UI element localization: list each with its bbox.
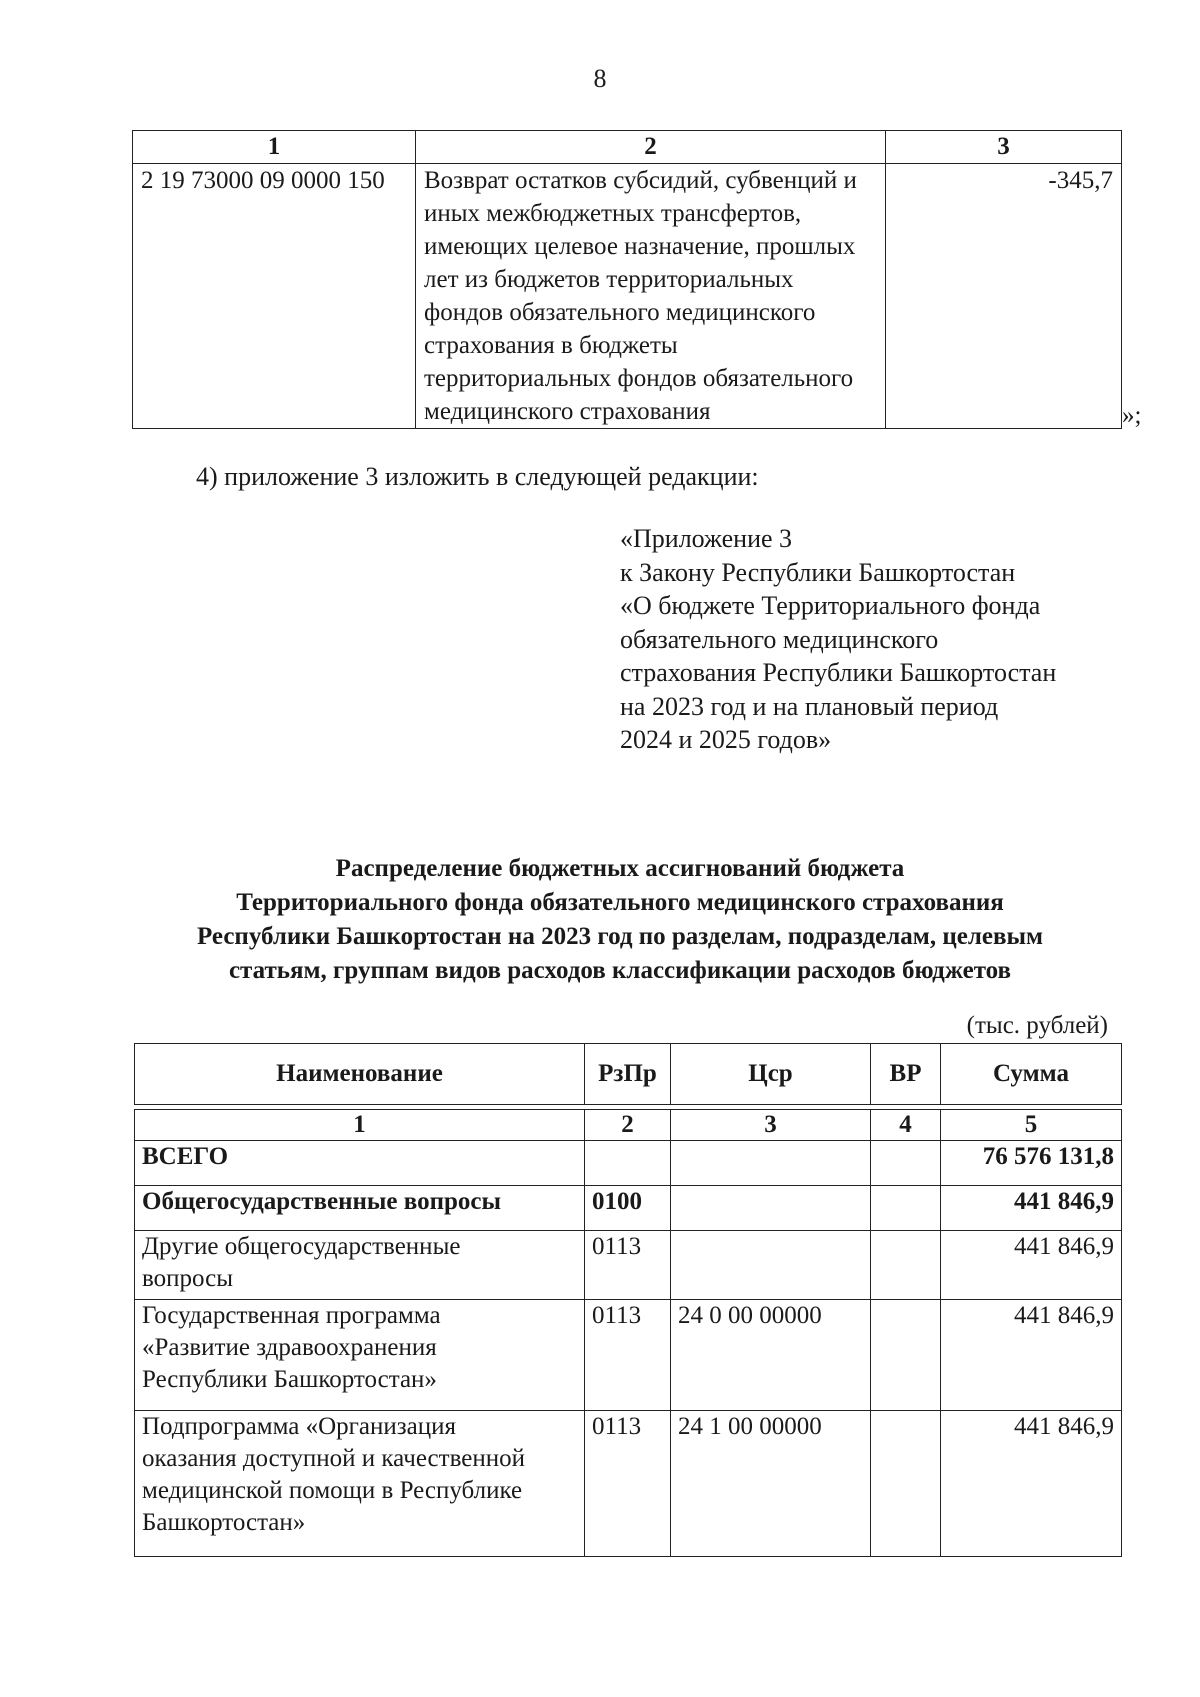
- amendment-item: 4) приложение 3 изложить в следующей редакции:: [196, 462, 759, 491]
- appendix-line: «Приложение 3: [620, 524, 793, 553]
- top-table-col-3: 3: [886, 131, 1122, 164]
- row-sum: 76 576 131,8: [941, 1141, 1122, 1186]
- appendix-line: страхования Республики Башкортостан: [620, 658, 1057, 687]
- row-sum: 441 846,9: [941, 1300, 1122, 1411]
- col-header-vr: ВР: [871, 1044, 941, 1105]
- table-row: [135, 1300, 1122, 1411]
- row-name: Общегосударственные вопросы: [135, 1186, 585, 1231]
- column-number-row: [135, 1110, 1122, 1141]
- table-header-row: [135, 1044, 1122, 1105]
- top-table: [132, 130, 1122, 429]
- row-name: [135, 1231, 585, 1300]
- row-name: [135, 1300, 585, 1411]
- table-row: [133, 164, 1122, 429]
- col-header-sum: Сумма: [941, 1044, 1122, 1105]
- budget-table: [134, 1043, 1122, 1557]
- name-line: медицинской помощи в Республике: [142, 1477, 523, 1504]
- col-number: 4: [871, 1110, 941, 1141]
- name-line: медицинского страхования: [424, 398, 711, 425]
- col-header-name: Наименование: [135, 1044, 585, 1105]
- row-rzpr: 0100: [585, 1186, 671, 1231]
- appendix-line: обязательного медицинского: [620, 624, 939, 654]
- row-vr: [871, 1141, 941, 1186]
- col-number: 2: [585, 1110, 671, 1141]
- name-line: Башкортостан»: [142, 1509, 306, 1536]
- name-line: лет из бюджетов территориальных: [424, 266, 794, 293]
- row-name: [135, 1411, 585, 1557]
- section-heading: [100, 852, 1140, 988]
- name-line: территориальных фондов обязательного: [424, 365, 854, 392]
- heading-line: Территориального фонда обязательного медицинского страхования: [236, 889, 1004, 916]
- name-line: Подпрограмма «Организация: [142, 1413, 456, 1440]
- name-line: имеющих целевое назначение, прошлых: [424, 233, 856, 260]
- row-rzpr: 0113: [585, 1231, 671, 1300]
- heading-line: Республики Башкортостан на 2023 год по разделам, подразделам, целевым: [196, 923, 1043, 950]
- col-number: 3: [671, 1110, 871, 1141]
- appendix-line: 2024 и 2025 годов»: [620, 725, 832, 754]
- name-line: Государственная программа: [142, 1302, 441, 1329]
- row-csr: [671, 1186, 871, 1231]
- col-header-rzpr: РзПр: [585, 1044, 671, 1105]
- table-row: [135, 1141, 1122, 1186]
- row-name: ВСЕГО: [135, 1141, 585, 1186]
- top-table-header-row: [133, 131, 1122, 164]
- col-header-csr: Цср: [671, 1044, 871, 1105]
- units-label: (тыс. рублей): [966, 1012, 1108, 1039]
- name-line: Другие общегосударственные: [142, 1233, 461, 1260]
- appendix-line: «О бюджете Территориального фонда: [620, 591, 1041, 620]
- row-rzpr: [585, 1141, 671, 1186]
- top-table-col-2: 2: [416, 131, 886, 164]
- row-csr: 24 0 00 00000: [671, 1300, 871, 1411]
- col-number: 1: [135, 1110, 585, 1141]
- name-line: фондов обязательного медицинского: [424, 299, 816, 326]
- row-vr: [871, 1231, 941, 1300]
- closing-quote: »;: [1122, 402, 1142, 429]
- name-line: вопросы: [142, 1265, 234, 1292]
- row-vr: [871, 1186, 941, 1231]
- name-line: страхования в бюджеты: [424, 332, 678, 359]
- name-line: иных межбюджетных трансфертов,: [424, 200, 802, 227]
- row-csr: 24 1 00 00000: [671, 1411, 871, 1557]
- row-rzpr: 0113: [585, 1300, 671, 1411]
- row-csr: [671, 1141, 871, 1186]
- row-rzpr: 0113: [585, 1411, 671, 1557]
- row-vr: [871, 1411, 941, 1557]
- row-vr: [871, 1300, 941, 1411]
- budget-code: 2 19 73000 09 0000 150: [133, 164, 416, 429]
- table-row: [135, 1411, 1122, 1557]
- row-csr: [671, 1231, 871, 1300]
- name-line: Республики Башкортостан»: [142, 1366, 437, 1393]
- appendix-line: к Закону Республики Башкортостан: [620, 557, 1016, 587]
- name-line: Возврат остатков субсидий, субвенций и: [424, 167, 857, 194]
- table-row: [135, 1231, 1122, 1300]
- col-number: 5: [941, 1110, 1122, 1141]
- budget-item-name: [416, 164, 886, 429]
- budget-value: -345,7: [886, 164, 1122, 429]
- row-sum: 441 846,9: [941, 1411, 1122, 1557]
- row-sum: 441 846,9: [941, 1231, 1122, 1300]
- row-sum: 441 846,9: [941, 1186, 1122, 1231]
- heading-line: Распределение бюджетных ассигнований бюджета: [335, 855, 905, 882]
- page-number: 8: [593, 64, 607, 93]
- appendix-line: на 2023 год и на плановый период: [620, 691, 999, 721]
- name-line: оказания доступной и качественной: [142, 1445, 525, 1472]
- name-line: «Развитие здравоохранения: [142, 1334, 437, 1361]
- top-table-col-1: 1: [133, 131, 416, 164]
- table-row: [135, 1186, 1122, 1231]
- appendix-header: [620, 522, 1056, 757]
- heading-line: статьям, группам видов расходов классификации расходов бюджетов: [228, 957, 1012, 984]
